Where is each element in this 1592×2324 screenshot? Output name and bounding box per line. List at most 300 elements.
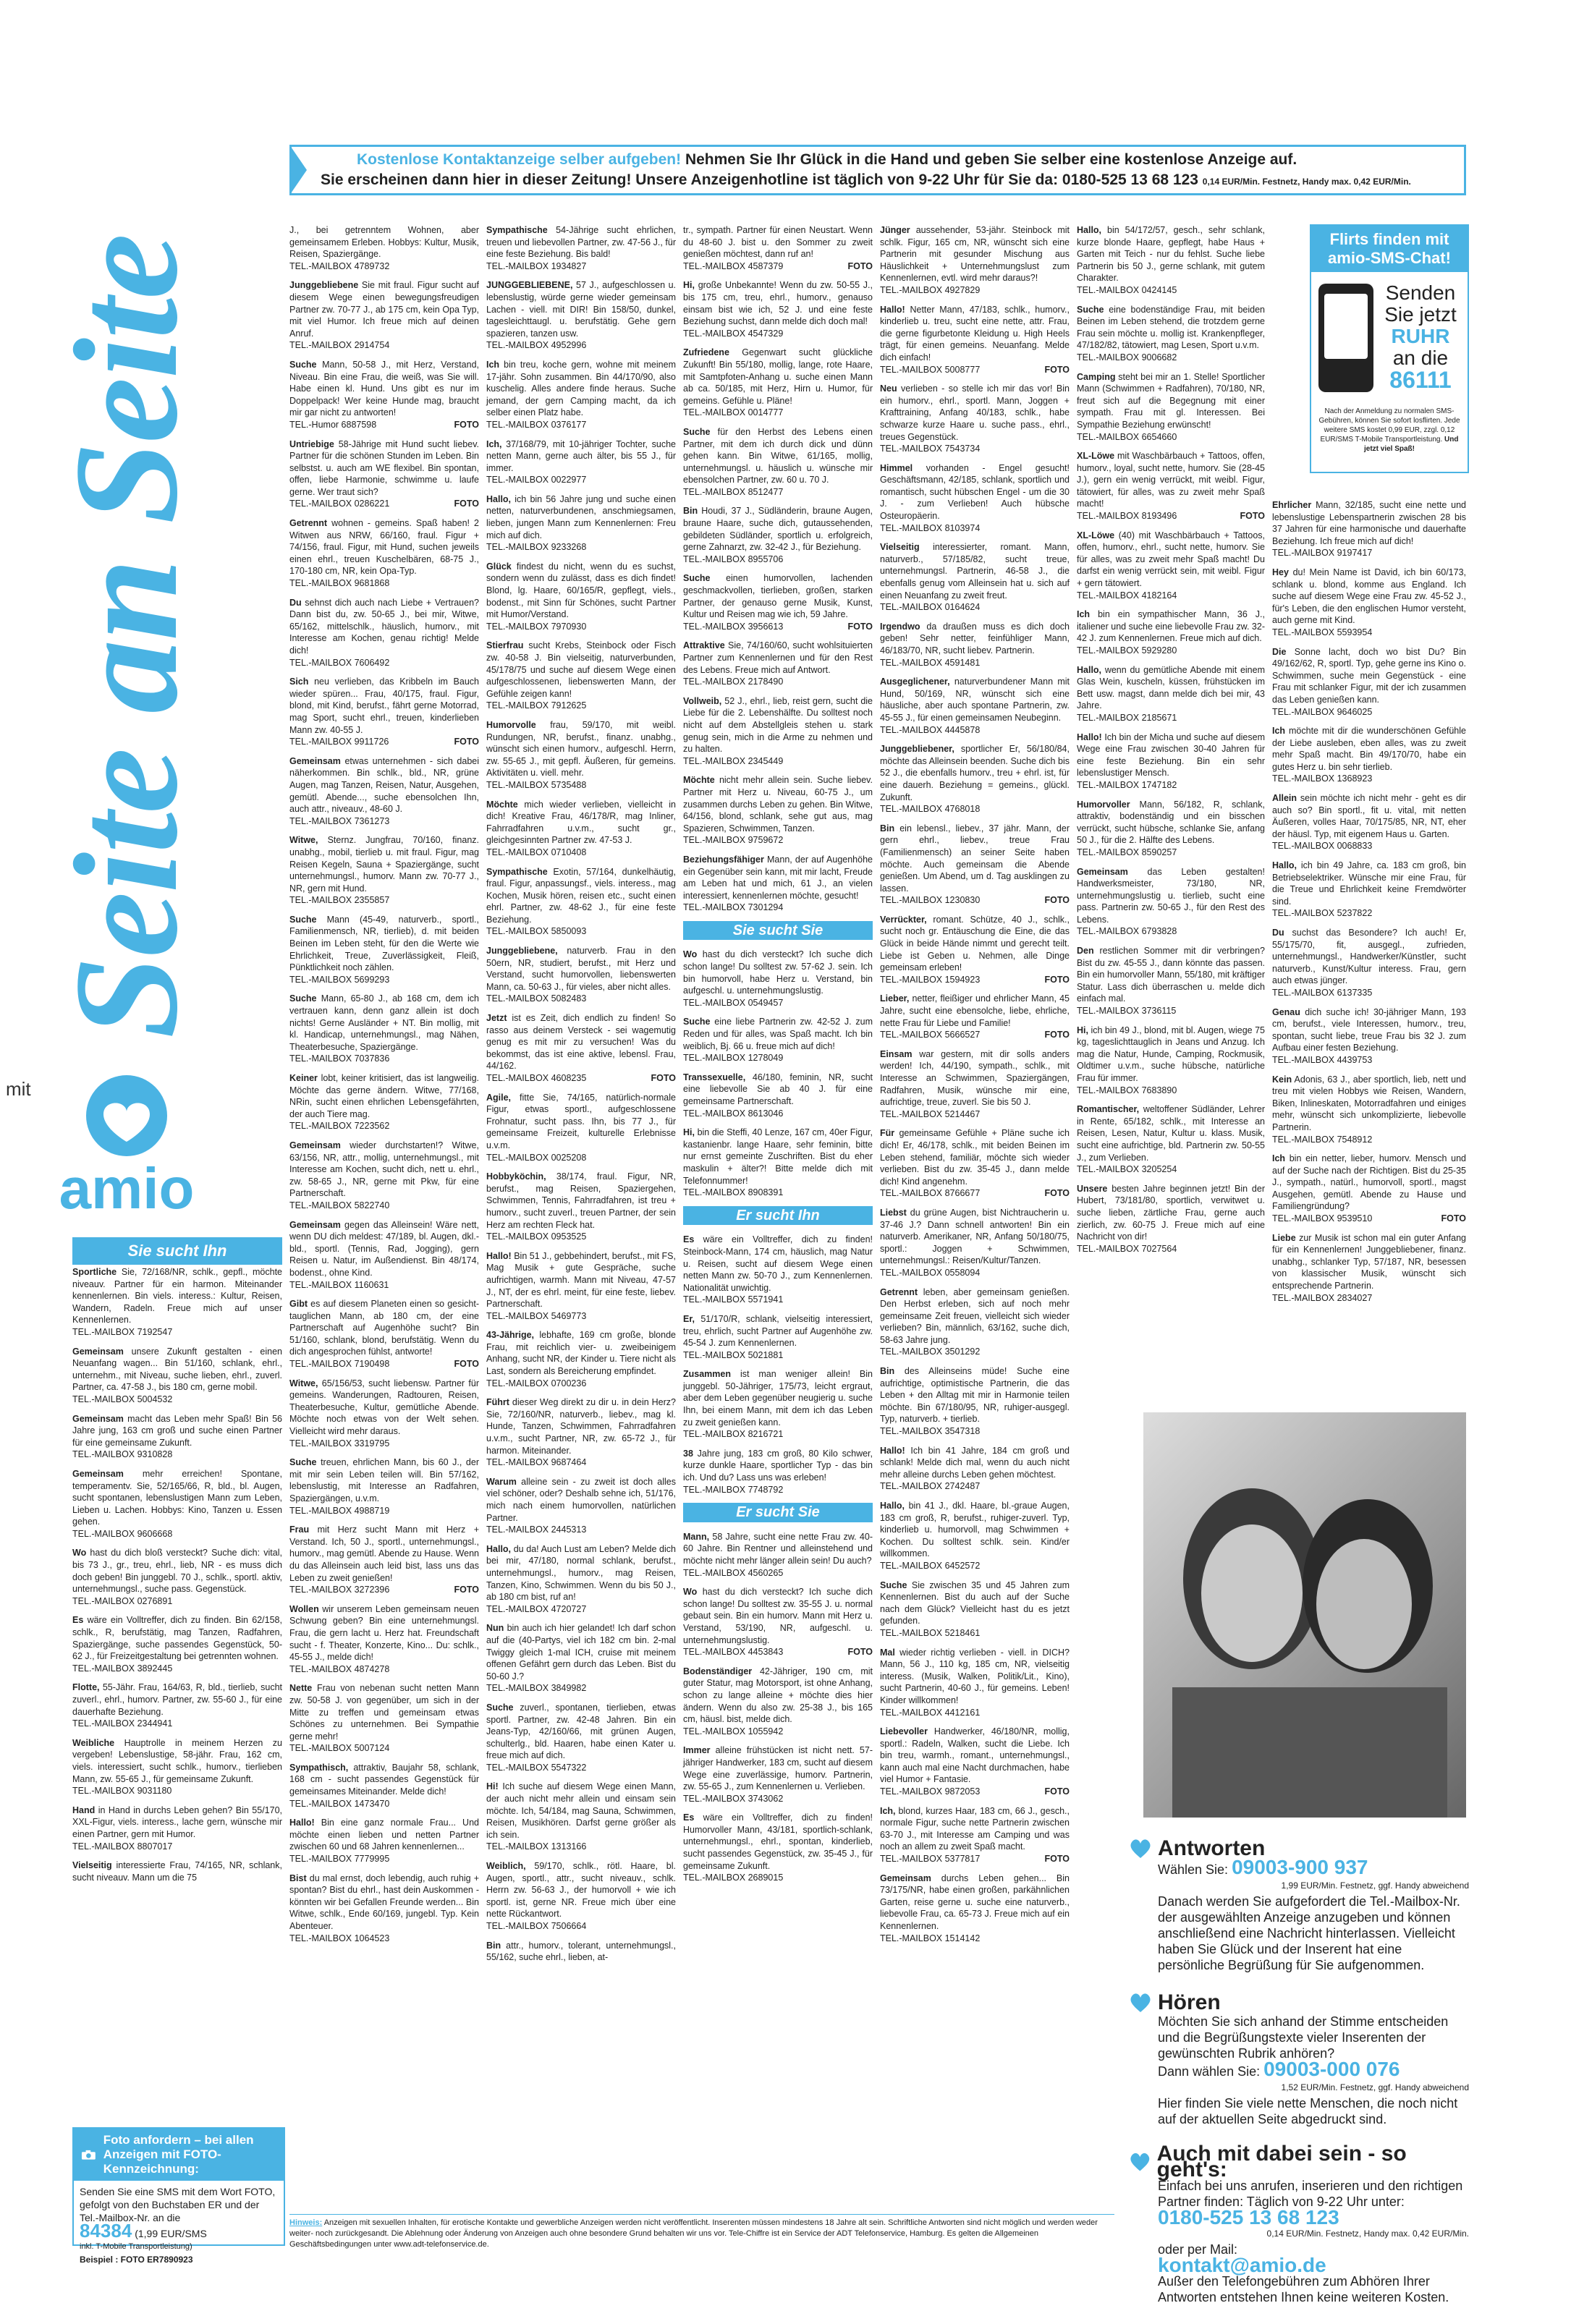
ad-text: wäre ein Volltreffer, dich zu finden! Humorvoller Mann, 43/181, sportlich-schlank, unternehmungsl., ehrl., spontan, kinderlieb, sucht passendes Gegenstück, zw. 35-45 J., für gemeinsame Zukunft. [683, 1812, 873, 1871]
ad-body [1077, 664, 1265, 712]
mailbox-number: TEL.-MAILBOX 7548912 [1272, 1134, 1373, 1145]
mailbox-line [486, 1152, 676, 1164]
header-banner [289, 145, 1466, 195]
mailbox-number: TEL.-MAILBOX 4453843 [683, 1647, 784, 1658]
ad-text: du! Mein Name ist David, ich bin 60/173, schlank u. blond, komme aus England. Ich suche auf diesem Wege eine Frau zw. 45-52 J., für's Leben, die den englischen Humor versteht, auch gerne mit Kind. [1272, 567, 1466, 626]
ad-column-6 [1077, 224, 1265, 1262]
classified-ad [683, 949, 873, 1009]
classified-ad [486, 1171, 676, 1243]
mailbox-line [289, 657, 479, 669]
ad-text: verlieben - so stelle ich mir das vor! Bin ein humorv., ehrl., sportl. Mann, Joggen + Krafttraining, Anfang 40/183, schlk., habe schwarze kurze Haare u. suche pass., ehrl., treues Gegenstück. [880, 383, 1070, 442]
ad-body [486, 719, 676, 779]
ad-text: Bin 51 J., gebbehindert, berufst., mit FS, Mag Musik + gute Gespräche, suche aufrichtigen, warmh. Mann mit Niveau, 47-57 J., NT, der es ehrl. meint, für eine feste, liebev. Partnerschaft. [486, 1250, 676, 1310]
keyword: RUHR [1391, 325, 1450, 347]
ad-lead: Hallo, [486, 1543, 512, 1554]
ad-text: Frau von nebenan sucht netten Mann zw. 50-58 J. von gegenüber, um sich in der Mitte zu treffen und gemeinsam etwas Schönes zu unternehmen. Bei Sympathie gerne mehr! [289, 1683, 479, 1742]
ad-body [683, 1531, 873, 1567]
mailbox-line [683, 1294, 873, 1306]
classified-ad [880, 1127, 1070, 1200]
mailbox-line [683, 902, 873, 914]
ad-lead: Hallo! [880, 1445, 905, 1456]
mailbox-number: TEL.-MAILBOX 5377817 [880, 1854, 981, 1865]
classified-ad [72, 1547, 282, 1607]
mailbox-number: TEL.-MAILBOX 4445878 [880, 724, 981, 735]
ad-body [880, 224, 1070, 284]
ad-lead: Ich [1077, 609, 1091, 620]
mailbox-line [683, 554, 873, 566]
ad-text: alleine sein - zu zweit ist doch alles viel schöner, oder? Deshalb sehne ich, 51/176, mich nach einem humorvollen, natürlichen Partner. [486, 1476, 676, 1523]
classified-ad [486, 438, 676, 486]
ad-lead: Allein [1272, 793, 1297, 804]
mailbox-line [1077, 590, 1265, 602]
sms-fine-bold: Und jetzt viel Spaß! [1363, 436, 1459, 453]
classified-ad [289, 1873, 479, 1945]
mailbox-line [289, 498, 479, 510]
antworten-fine: 1,99 EUR/Min. Festnetz, ggf. Handy abweichend [1281, 1880, 1469, 1891]
ad-lead: Hallo, [880, 1501, 905, 1511]
ad-body [880, 993, 1070, 1029]
classified-ad [1077, 450, 1265, 522]
ad-body [683, 224, 873, 260]
mailbox-line [486, 1072, 676, 1085]
classified-ad [880, 1286, 1070, 1359]
classified-ad [880, 224, 1070, 297]
ad-lead: Die [1272, 646, 1287, 657]
ad-body [880, 1048, 1070, 1108]
ad-body [72, 1859, 282, 1883]
mailbox-line [880, 1480, 1070, 1493]
foto-badge: FOTO [1240, 511, 1265, 522]
ad-lead: Suche [289, 993, 317, 1004]
mailbox-number: TEL.-MAILBOX 2914754 [289, 340, 390, 351]
ad-body [486, 945, 676, 993]
classified-ad [486, 1622, 676, 1695]
mailbox-line [289, 1933, 479, 1945]
mailbox-number: TEL.-MAILBOX 4439753 [1272, 1054, 1373, 1065]
mailbox-number: TEL.-MAILBOX 4952996 [486, 340, 587, 351]
classified-ad [683, 279, 873, 339]
vertical-title-text: Seite an Seite [44, 234, 208, 1039]
mailbox-number: TEL.-MAILBOX 2355857 [289, 895, 390, 906]
ad-body [880, 304, 1070, 364]
ad-lead: Liebst [880, 1207, 907, 1218]
ad-body [486, 224, 676, 260]
mailbox-line [683, 1349, 873, 1362]
classified-ad [72, 1468, 282, 1540]
antworten-block [1129, 1838, 1469, 1973]
ad-text: Ich suche auf diesem Wege einen Mann, der auch nicht mehr allein und einsam sein möchte. Ich, 54/184, mag Sauna, Schwimmen, Reisen, Musikhören. Darfst gerne größer als ich sein. [486, 1781, 676, 1840]
mailbox-number: TEL.-MAILBOX 0014777 [683, 407, 784, 418]
mailbox-line [683, 1872, 873, 1884]
mailbox-number: TEL.-MAILBOX 9681868 [289, 578, 390, 589]
ad-text: Mann, 50-58 J., mit Herz, Verstand, Niveau. Bin eine Frau, die weiß, was Sie will. Habe einen kl. Hund. Uns gibt es nur im Doppelpack! Wer keine Hunde mag, braucht mir gar nicht zu antworten! [289, 359, 479, 418]
mailbox-line [486, 779, 676, 792]
mailbox-line [683, 1567, 873, 1579]
classified-ad [880, 823, 1070, 907]
ad-lead: Ich [1272, 1153, 1286, 1164]
ad-text: interessierter, romant. Mann, naturverb., 57/185/82, sucht treue, unternehmungsl. Partnerin, 46-58 J., die ebenfalls genug vom Alleinsein hat u. sich auf einen Neuanfang zu zweit freut. [880, 542, 1070, 601]
mailbox-number: TEL.-MAILBOX 4789732 [289, 260, 390, 271]
ad-text: naturverb. Frau in den 50ern, NR, studiert, berufst., mit Herz und Verstand, sucht humorvollen, liebenswerten Mann, ca. 50-63 J., für vieles, aber nicht alles. [486, 946, 676, 992]
classified-ad [1272, 1153, 1466, 1225]
mailbox-number: TEL.-MAILBOX 8216721 [683, 1429, 784, 1440]
ad-text: bin treu, koche gern, wohne mit meinem 17-jähr. Sohn zusammen. Bin 44/170/90, also kuschelig. Alles andere finde heraus. Suche jemand, der gern Camping macht, da ich selber einen Platz habe. [486, 359, 676, 418]
classified-ad [289, 1603, 479, 1676]
ad-lead: Junggebliebene [289, 280, 359, 291]
mailbox-number: TEL.-MAILBOX 5666527 [880, 1030, 981, 1040]
classified-ad [1077, 664, 1265, 724]
ad-text: Mann, 65-80 J., ab 168 cm, dem ich vertrauen kann, denn ganz allein ist doch nichts! Gerne Ausländer + NT. Bin mollig, mit kl. Handicap, unternehmungsl., mag Nähen, Theaterbesuche, Spaziergänge. [289, 993, 479, 1052]
mailbox-line [289, 577, 479, 590]
ad-body [683, 1812, 873, 1872]
classified-ad [683, 347, 873, 419]
mail-text: Außer den Telefongebühren zum Abhören Ihrer Antworten entstehen Ihnen keine weiteren Kosten. [1158, 2274, 1449, 2304]
ad-text: dieser Weg direkt zu dir u. in dein Herz? Sie, 72/160/NR, naturverb., liebev., mag kl. Hunde, Tanzen, Schwimmen, Fahrradfahren u.v.m., sucht Partner, NR, zw. 65-72 J., für harmon. Miteinander. [486, 1397, 676, 1456]
mailbox-number: TEL.-MAILBOX 8807017 [72, 1841, 173, 1852]
mailbox-line [880, 1707, 1070, 1719]
classified-ad [72, 1737, 282, 1797]
ad-lead: Junggebliebene, [486, 946, 558, 957]
ad-lead: Nette [289, 1683, 313, 1694]
ad-text: restlichen Sommer mit dir verbringen? Bist du zw. 45-55 J., dann könnte das passen. Bin ein humorvoller Mann, 55/180, mit kräftiger Statur. Lass dich überraschen u. melde dich einfach mal. [1077, 946, 1265, 1004]
mailbox-number: TEL.-MAILBOX 3743062 [683, 1793, 784, 1804]
mit-label: mit [6, 1078, 31, 1100]
ad-lead: Junggebliebener, [880, 744, 954, 755]
ad-body [1077, 1025, 1265, 1085]
ad-lead: Hallo, [1272, 860, 1297, 871]
classified-ad [683, 1586, 873, 1658]
mailbox-number: TEL.-MAILBOX 0068833 [1272, 841, 1373, 852]
ad-text: ein lebensl., liebev., 37 jähr. Mann, der gern ehrl., liebev., treue Frau (Familienmensch) an seiner Seite haben möchte. Auch gemeinsam die Abende genießen. Um Abend, um d. Tag ausklingen zu lassen. [880, 823, 1070, 894]
mailbox-number: TEL.-MAILBOX 9872053 [880, 1786, 981, 1797]
mailbox-line [880, 1933, 1070, 1945]
ad-lead: Ich [1272, 726, 1286, 737]
classified-ad [289, 279, 479, 352]
mailbox-line [683, 834, 873, 847]
mailbox-line [1272, 987, 1466, 999]
ad-lead: Jetzt [486, 1013, 507, 1024]
mailbox-number: TEL.-MAILBOX 5214467 [880, 1108, 981, 1119]
classified-ad [880, 743, 1070, 815]
classified-ad [880, 541, 1070, 614]
ad-body [683, 1368, 873, 1428]
mailbox-line [683, 1108, 873, 1120]
ad-text: ich bin 49 J., blond, mit bl. Augen, wiege 75 kg, tageslichttauglich in Jeans und Anzug. Ich mag die Natur, Hunde, Camping, Rockmusik, Oldtimer u.v.m., suche hübsche, natürliche Frau für immer. [1077, 1025, 1265, 1083]
ad-lead: Ich [486, 359, 500, 370]
ad-lead: Lieber, [880, 993, 910, 1004]
ad-body [486, 1250, 676, 1310]
classified-ad [72, 1346, 282, 1406]
mailbox-number: TEL.-MAILBOX 3501292 [880, 1347, 981, 1357]
classified-ad [289, 1378, 479, 1450]
mailbox-line [1077, 645, 1265, 657]
short-number: 86111 [1389, 367, 1452, 393]
ad-body [880, 1365, 1070, 1425]
foto-badge: FOTO [651, 1073, 676, 1083]
classified-ad [289, 1298, 479, 1370]
ad-lead: Bin [880, 1366, 895, 1377]
ad-body [486, 438, 676, 475]
ad-body [72, 1737, 282, 1785]
mailbox-number: TEL.-MAILBOX 6137335 [1272, 987, 1373, 998]
ad-body [1272, 567, 1466, 627]
ad-lead: Ehrlicher [1272, 500, 1312, 510]
mailbox-number: TEL.-MAILBOX 1064523 [289, 1933, 390, 1943]
mailbox-line [880, 1853, 1070, 1865]
ad-lead: Getrennt [289, 518, 328, 529]
mailbox-number: TEL.-MAILBOX 2834027 [1272, 1292, 1373, 1303]
ad-body [1077, 304, 1265, 352]
mailbox-number: TEL.-MAILBOX 5571941 [683, 1294, 784, 1305]
ad-text: 59/170, schlk., rötl. Haare, bl. Augen, sportl., attr., sucht niveauv., schlk. Herrn zw. 56-63 J., der humorvoll + wie ich sportl. ist, gerne NR. Freue mich über eine nette Rückantwort. [486, 1861, 676, 1920]
ad-body [486, 1940, 676, 1964]
ad-body [289, 1603, 479, 1663]
ad-body [683, 1586, 873, 1646]
ad-lead: Kein [1272, 1074, 1292, 1085]
mailbox-line [683, 1428, 873, 1441]
foto-request-box [72, 2127, 285, 2265]
antworten-title: Antworten [1158, 1836, 1266, 1860]
ad-lead: Ich, [486, 438, 502, 449]
ad-column-3 [486, 224, 676, 1971]
dabei-title: Auch mit dabei sein - so geht's: [1156, 2142, 1407, 2181]
ad-text: sportlicher Er, 56/180/84, möchte das Alleinsein beenden. Suche dich bis 52 J., die ebenfalls humorv., treu + ehrl. ist, für eine dauerh. Beziehung = gemeins., glückl. Zukunft. [880, 744, 1070, 802]
mailbox-line [486, 847, 676, 859]
mailbox-line [880, 657, 1070, 669]
hoeren-number: 09003-000 076 [1263, 2058, 1400, 2080]
ad-text: Houdi, 37 J., Südländerin, braune Augen, braune Haare, suche dich, gutaussehenden, gebildeten Südländer, sportlich u. erfolgreich, gerne Zahnarzt, zw. 32-42 J., für Beziehung. [683, 506, 873, 553]
ad-body [880, 1873, 1070, 1933]
ad-text: sein möchte ich nicht mehr - geht es dir auch so? Bin sportl., fit u. vital, mit netten Äußeren, volles Haar, 70/175/85, NR, NT, eher der häusl. Typ, mit eigenem Haus u. Garten. [1272, 793, 1466, 839]
mailbox-line [880, 974, 1070, 986]
ad-text: Gegenwart sucht glückliche Zukunft! Bin 55/180, mollig, lange, rote Haare, mit Samtpfoten-Anhang u. suche einen Mann ab ca. 50/185, mit Herz, Hirn u. Humor, für gemeins. Gefühle u. Pläne! [683, 347, 873, 406]
ad-text: Mann (45-49, naturverb., sportl., Familienmensch, NR, tierlieb), d. mit beiden Beinen im Leben steht, für den die Werte wie Ehrlichkeit, Treue, Zuverlässigkeit, Fleiß, Pünktlichkeit noch zählen. [289, 914, 479, 973]
mailbox-line [486, 1841, 676, 1853]
mailbox-line [289, 339, 479, 352]
classified-ad [1077, 608, 1265, 656]
ad-column-1 [72, 1266, 282, 1891]
ad-lead: Für [880, 1128, 895, 1139]
ad-lead: Romantischer, [1077, 1104, 1140, 1115]
mailbox-number: TEL.-MAILBOX 7970930 [486, 621, 587, 632]
classified-ad [289, 755, 479, 828]
ad-lead: Vollweib, [683, 695, 722, 706]
mailbox-line [683, 621, 873, 633]
ad-body [683, 774, 873, 834]
classified-ad [683, 774, 873, 847]
mailbox-line [289, 1798, 479, 1810]
classified-ad [289, 676, 479, 748]
mailbox-number: TEL.-MAILBOX 7506664 [486, 1921, 587, 1931]
foto-badge: FOTO [1044, 1786, 1070, 1797]
mailbox-number: TEL.-MAILBOX 0424145 [1077, 284, 1177, 295]
mailbox-number: TEL.-MAILBOX 7027564 [1077, 1243, 1177, 1254]
ad-body [1077, 1103, 1265, 1163]
hoeren-text: Möchten Sie sich anhand der Stimme entscheiden und die Begrüßungstexte vieler Inserenten der gewünschten Rubrik anhören? [1158, 2014, 1449, 2061]
section-title: Er sucht Ihn [683, 1206, 873, 1226]
classified-ad [486, 1092, 676, 1164]
mailbox-number: TEL.-MAILBOX 4587379 [683, 260, 784, 271]
phone-screen [1324, 294, 1368, 359]
mailbox-number: TEL.-MAILBOX 4591481 [880, 657, 981, 668]
ad-text: mit Waschbärbauch + Tattoos, offen, humorv., loyal, sucht nette, humorv. Sie (28-45 J.), gern ein wenig verrückt, mit weibl. Figur, tätowiert, für alles, was zu zweit mehr Spaß macht! [1077, 451, 1265, 509]
send-label-1: Senden [1385, 281, 1456, 304]
classified-ad [1077, 866, 1265, 938]
classified-ad [880, 1647, 1070, 1719]
classified-ad [880, 676, 1070, 736]
classified-ad [486, 866, 676, 938]
mailbox-line [683, 676, 873, 688]
mailbox-line [1272, 1054, 1466, 1066]
ad-body [880, 621, 1070, 657]
foto-badge: FOTO [847, 1647, 873, 1658]
ad-text: Mann, der auf Augenhöhe ein Gegenüber sein kann, mit mir lacht, Freude am Leben hat und mich, 61 J., an vielen interessiert, kennenlernen möchte, gesucht! [683, 854, 873, 901]
mailbox-number: TEL.-MAILBOX 8955706 [683, 554, 784, 564]
ad-body [1077, 945, 1265, 1005]
classified-ad [486, 1940, 676, 1964]
ad-text: bin die Steffi, 40 Lenze, 167 cm, 40er Figur, kastanienbr. lange Haare, sehr feminin, bitte nur ernst gemeinte Zuschriften. Bist du eher maskulin + älter?! Bitte melde dich mit Telefonnummer! [683, 1127, 873, 1186]
ad-body [683, 695, 873, 755]
classified-ad [289, 834, 479, 907]
mailbox-line [1272, 907, 1466, 920]
foto-badge: FOTO [454, 1585, 479, 1595]
foto-example: Beispiel : FOTO ER7890923 [80, 2255, 193, 2265]
classified-ad [72, 1614, 282, 1674]
mailbox-number: TEL.-MAILBOX 3956613 [683, 621, 784, 632]
classified-ad [880, 993, 1070, 1040]
ad-lead: Verrückter, [880, 914, 927, 925]
ad-text: wohnen - gemeins. Spaß haben! 2 Witwen aus NRW, 66/160, fraul. Figur + 74/156, fraul. Figur, mit Hund, suchen jeweils einen ehrl., treuen Kuschelbären, 68-75 J., 170-180 cm, NR, kein Opa-Typ. [289, 518, 479, 577]
foto-badge: FOTO [454, 499, 479, 509]
ad-text: 52 J., ehrl., lieb, reist gern, sucht die Liebe für die 2. Lebenshälfte. Du solltest noch nicht auf dem Abstellgleis stehen u. stark genug sein, mich in die Arme zu nehmen und zu halten. [683, 695, 873, 755]
ad-body [1077, 530, 1265, 590]
mailbox-number: TEL.-MAILBOX 4927829 [880, 284, 981, 295]
mailbox-line [683, 997, 873, 1009]
foto-box-title: Foto anfordern – bei allen Anzeigen mit FOTO-Kennzeichnung: [103, 2133, 254, 2176]
ad-text: leben, aber gemeinsam genießen. Den Herbst erleben, sich auf noch mehr gemeinsame Zeit freuen, vielleicht sich wieder verlieben? Bin, männlich, 63/162, suche dich, 58-63 Jahre jung. [880, 1286, 1070, 1345]
classified-ad [486, 224, 676, 272]
ad-lead: Stierfrau [486, 640, 524, 651]
mailbox-number: TEL.-MAILBOX 2178490 [683, 677, 784, 687]
ad-body [72, 1681, 282, 1718]
mailbox-line [72, 1785, 282, 1797]
classified-ad [1272, 927, 1466, 999]
mailbox-line [683, 755, 873, 768]
mailbox-line [683, 328, 873, 340]
mailbox-line [486, 541, 676, 554]
ad-lead: Transsexuelle, [683, 1072, 746, 1082]
ad-text: war gestern, mit dir solls anders werden! Ich, 44/190, sympath., schlk., mit Interesse an Schwimmen, Spaziergängen, Radfahren, Musik, wünsche mir eine, aufrichtige, treue, zuverl. Sie bis 50 J. [880, 1048, 1070, 1108]
mail-address[interactable]: kontakt@amio.de [1158, 2254, 1326, 2276]
classified-ad [289, 597, 479, 669]
mailbox-number: TEL.-MAILBOX 0164624 [880, 602, 981, 613]
mailbox-line [683, 260, 873, 273]
classified-ad [880, 1726, 1070, 1798]
ad-text: bin ein sympathischer Mann, 36 J., italiener und suche eine liebevolle Frau zw. 32-42 J. zum Kennenlernen. Freue mich auf dich. [1077, 609, 1265, 644]
ad-lead: Hi, [683, 1127, 695, 1138]
hoeren-text-2: Hier finden Sie viele nette Menschen, die noch nicht auf der aktuellen Seite abgedruckt sind. [1158, 2096, 1458, 2126]
ad-body [880, 541, 1070, 601]
mailbox-line [486, 474, 676, 486]
ad-text: weltoffener Südländer, Lehrer in Rente, 65/182, schlk., mit Interesse an Reisen, Lesen, Natur, Kultur u. klass. Musik, sucht eine aufrichtige, bld. Partnerin zw. 50-55 J., zum Verlieben. [1077, 1104, 1265, 1163]
classified-ad [683, 640, 873, 687]
ad-text: etwas unternehmen - sich dabei näherkommen. Bin schlk., bld., NR, grüne Augen, mag Tanzen, Reisen, Natur, Ausgehen, gemütl. Abende..., suche ebensolchen Ihn, auch attr., niveauv., 48-60 J. [289, 755, 480, 815]
ad-body [486, 279, 676, 339]
classified-ad [289, 993, 479, 1065]
mailbox-number: TEL.-MAILBOX 0025208 [486, 1152, 587, 1163]
mailbox-line [683, 486, 873, 499]
classified-ad [1077, 1103, 1265, 1176]
ad-body [289, 993, 479, 1053]
ad-body [880, 1647, 1070, 1707]
ad-body [683, 505, 873, 553]
mailbox-line [1077, 284, 1265, 297]
ad-lead: Du [1272, 928, 1284, 938]
ad-text: ist man weniger allein! Bin junggebl. 50-Jähriger, 175/73, leicht ergraut, aber dem Leben gegenüber neugierig u. suche Ihn, bei einem Mann, mit dem ich das Leben zu zweit genießen kann. [683, 1369, 873, 1428]
ad-lead: Möchte [683, 775, 715, 786]
ad-lead: Suche [683, 1017, 711, 1027]
ad-text: 55-Jähr. Frau, 164/63, R, bld., tierlieb, sucht zuverl., ehrl., humorv. Partner, zw. 55-60 J., für eine dauerhafte Beziehung. [72, 1682, 282, 1717]
ad-text: sehnst dich auch nach Liebe + Vertrauen? Dann bist du, zw. 50-65 J., bei mir, Witwe, 65/162, mittelschlk., häuslich, humorv., mit Interesse am Kochen, genau richtig! Melde dich! [289, 597, 479, 656]
ad-lead: Keiner [289, 1073, 318, 1083]
ad-lead: Irgendwo [880, 621, 920, 632]
ad-lead: Weibliche [72, 1737, 115, 1748]
ad-body [1272, 646, 1466, 706]
foto-box-header [74, 2129, 284, 2181]
ad-text: gemeinsame Gefühle + Pläne suche ich dich! Er, 46/178, schlk., mit beiden Beinen im Leben stehend, familiär, möchte sich wieder verlieben. Bist du zw. 35-45 J., dann melde dich! Kind angenehm. [880, 1128, 1070, 1187]
ad-body [683, 1016, 873, 1052]
mailbox-number: TEL.-MAILBOX 8766677 [880, 1188, 981, 1199]
ad-text: du da! Auch Lust am Leben? Melde dich bei mir, 47/180, normal schlank, berufst., unternehmungsl., humorv., mag Reisen, Tanzen, Kino, Schwimmen. Wenn du bis 50 J., ab 180 cm bist, ruf an! [486, 1543, 676, 1603]
ad-lead: Führt [486, 1397, 509, 1408]
mailbox-line [880, 1029, 1070, 1041]
send-label-2: Sie jetzt [1384, 303, 1457, 326]
mailbox-line [880, 601, 1070, 614]
heart-icon [1129, 1838, 1152, 1859]
ad-body [486, 1622, 676, 1682]
classified-ad [486, 640, 676, 712]
ad-body [880, 1579, 1070, 1627]
ad-body [486, 1702, 676, 1762]
mailbox-number: TEL.-MAILBOX 1160631 [289, 1279, 389, 1290]
ad-body [72, 1413, 282, 1449]
classified-ad [683, 1313, 873, 1361]
ad-text: interessierte Frau, 74/165, NR, schlank, sucht niveauv. Mann um die 75 [72, 1860, 282, 1883]
ad-text: wenn du gemütliche Abende mit einem Glas Wein, kuscheln, küssen, frühstücken im Bett usw. magst, dann melde dich bei mir, 43 Jahre. [1077, 664, 1265, 711]
mailbox-number: TEL.-MAILBOX 1514142 [880, 1933, 981, 1943]
ad-body [486, 1012, 676, 1072]
ad-lead: Agile, [486, 1092, 512, 1103]
ad-lead: Zusammen [683, 1369, 731, 1380]
mailbox-line [1077, 1163, 1265, 1176]
mail-label: oder per Mail: [1158, 2242, 1238, 2257]
ad-text: ich bin 49 Jahre, ca. 183 cm groß, bin Betriebselektriker. Wünsche mir eine Frau, für die Treue und Ehrlichkeit keine Fremdwörter sind. [1272, 860, 1466, 907]
mailbox-line [880, 1786, 1070, 1798]
ad-lead: Suche [1077, 304, 1104, 315]
ad-text: (40) mit Waschbärbauch + Tattoos, offen, humorv., ehrl., sucht nette, humorv. Sie für alles, was zu zweit mehr Spaß macht! Du darfst ein wenig verrückt sein, mit weibl. Figur + gern tätowiert. [1077, 530, 1265, 589]
ad-text: Sie, 74/160/60, sucht wohlsituierten Partner zum Kennenlernen und für den Rest des Lebens. Freue mich auf Antwort. [683, 640, 873, 675]
mailbox-line [880, 894, 1070, 907]
mailbox-number: TEL.-MAILBOX 7748792 [683, 1484, 784, 1495]
mailbox-number: TEL.-MAILBOX 2344941 [72, 1718, 173, 1729]
classified-ad [289, 1456, 479, 1517]
mailbox-line [880, 284, 1070, 297]
mailbox-number: TEL.-MAILBOX 0710408 [486, 847, 587, 857]
mailbox-number: TEL.-MAILBOX 7779995 [289, 1854, 390, 1865]
mailbox-number: TEL.-MAILBOX 7192547 [72, 1326, 173, 1337]
ad-lead: Neu [880, 383, 897, 394]
mailbox-line [1077, 847, 1265, 859]
